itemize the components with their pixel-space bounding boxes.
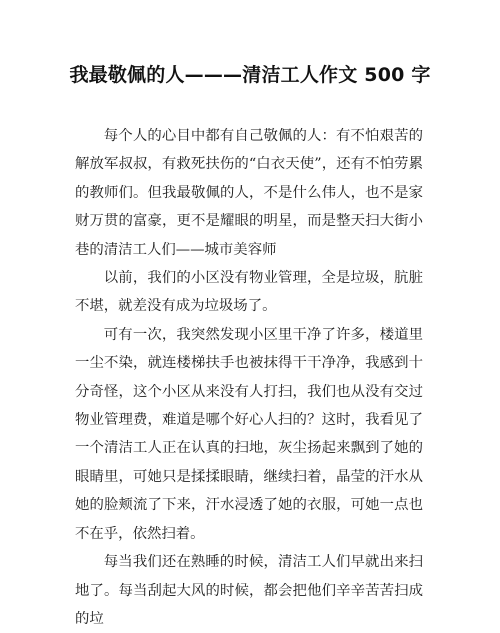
paragraph: 每当我们还在熟睡的时候，清洁工人们早就出来扫地了。每当刮起大风的时候，都会把他们辛辛苦苦扫成的垃: [75, 554, 423, 627]
paragraph: 以前，我们的小区没有物业管理，全是垃圾，肮脏不堪，就差没有成为垃圾场了。: [75, 270, 423, 315]
paragraph: 每个人的心目中都有自己敬佩的人：有不怕艰苦的解放军叔叔，有救死扶伤的“白衣天使”，还有不怕劳累的教师们。但我最敬佩的人，不是什么伟人，也不是家财万贯的富豪，更不是耀眼的明星，而是整天扫大街小巷的清洁工人们——城市美容师: [75, 128, 423, 258]
paragraph: 可有一次，我突然发现小区里干净了许多，楼道里一尘不染，就连楼梯扶手也被抹得干干净净，我感到十分奇怪，这个小区从来没有人打扫，我们也从没有交过物业管理费，难道是哪个好心人扫的？这时，我看见了一个清洁工人正在认真的扫地，灰尘扬起来飘到了她的眼睛里，可她只是揉揉眼睛，继续扫着，晶莹的汗水从她的脸颊流了下来，汗水浸透了她的衣服，可她一点也不在乎，依然扫着。: [75, 326, 423, 542]
document-title: 我最敬佩的人———清洁工人作文 500 字: [69, 64, 431, 86]
document-body: [75, 122, 423, 633]
